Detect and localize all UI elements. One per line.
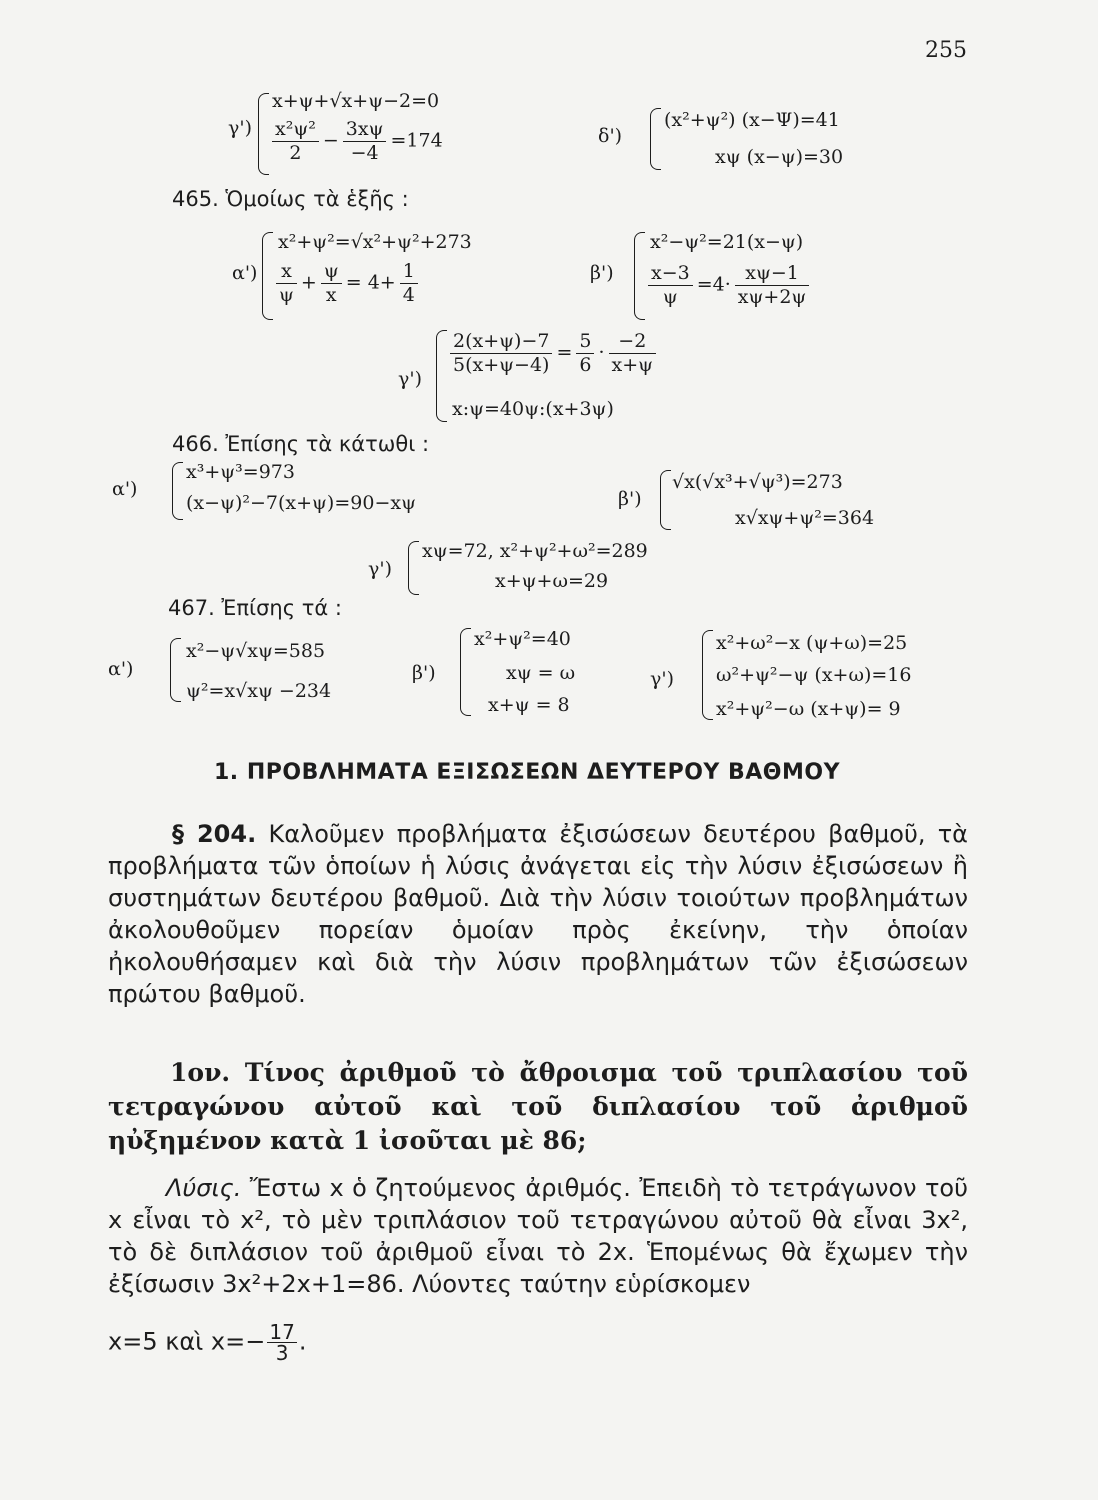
ex464-d-label: δ'): [598, 125, 623, 147]
section-text: Καλοῦμεν προβλήματα ἐξισώσεων δευτέρου βαθμοῦ, τὰ προβλήματα τῶν ὁποίων ἡ λύσις ἀνάγεται εἰς τὴν λύσιν ἐξισώσεων ἢ συστημάτων δευτέρου βαθμοῦ. Διὰ τὴν λύσιν τοιούτων προβλημάτων ἀκολουθοῦμεν πορείαν ὁμοίαν πρὸς ἐκείνην, τὴν ὁποίαν ἠκολουθήσαμεν καὶ διὰ τὴν λύσιν προβλημάτων τῶν ἐξισώσεων πρώτου βαθμοῦ.: [108, 820, 968, 1008]
ex466-a-label: α'): [112, 478, 138, 500]
fraction: $\frac{x\psi-1}{x\psi+2\psi}$: [735, 264, 810, 307]
fraction: $\frac{\text{x²ψ²}}{2}$: [272, 120, 319, 163]
fraction: $\frac{x-3}{\psi}$: [648, 264, 693, 307]
fraction: $\frac{-2}{x+\psi}$: [609, 332, 657, 375]
page-number: 255: [925, 38, 967, 63]
ex465-title: 465. Ὁμοίως τὰ ἑξῆς :: [172, 187, 409, 211]
section-number: § 204.: [172, 820, 257, 848]
fraction: $\frac{1}{4}$: [400, 262, 418, 305]
fraction: $\frac{17}{3}$: [269, 1320, 295, 1365]
ex465-b-label: β'): [590, 262, 614, 284]
brace: [660, 470, 671, 530]
ex467-g-eq2: ω²+ψ²−ψ (x+ω)=16: [716, 664, 912, 686]
brace: [408, 541, 419, 595]
ex467-title: 467. Ἐπίσης τά :: [168, 596, 342, 620]
section-heading: 1. ΠΡΟΒΛΗΜΑΤΑ ΕΞΙΣΩΣΕΩΝ ΔΕΥΤΕΡΟΥ ΒΑΘΜΟΥ: [214, 760, 841, 785]
solution-paragraph: [108, 1172, 968, 1300]
ex467-b-label: β'): [412, 662, 436, 684]
ex464-g-label: γ'): [228, 117, 252, 139]
brace: [460, 628, 471, 716]
ex466-b-label: β'): [618, 488, 642, 510]
solution-final: x=5 καὶ x=− $\frac{17}{3}$ .: [108, 1320, 307, 1365]
brace: [650, 108, 661, 170]
brace: [172, 462, 183, 520]
fraction: $\frac{\psi}{x}$: [321, 262, 342, 305]
ex465-b-eq1: x²−ψ²=21(x−ψ): [650, 231, 804, 253]
ex467-a-eq2: ψ²=x√xψ −234: [186, 680, 332, 702]
ex466-a-eq2: (x−ψ)²−7(x+ψ)=90−xψ: [186, 492, 416, 514]
fraction: $\frac{x}{\psi}$: [276, 262, 297, 305]
ex467-b-eq2: xψ = ω: [506, 662, 576, 684]
ex464-g-eq2: $\frac{\text{x²ψ²}}{2}$ − $\frac{3x\psi}{-4}$ =174: [268, 120, 443, 163]
fraction: $\frac{3x\psi}{-4}$: [343, 120, 387, 163]
ex467-a-label: α'): [108, 658, 134, 680]
ex464-d-eq2: xψ (x−ψ)=30: [715, 146, 844, 168]
ex467-g-eq3: x²+ψ²−ω (x+ψ)= 9: [716, 698, 901, 720]
ex465-g-eq1: $\frac{2(x+\psi)-7}{5(x+\psi-4)}$ = $\frac{5}{6}$ · $\frac{-2}{x+\psi}$: [446, 332, 660, 375]
problem-statement: 1ον. Τίνος ἀριθμοῦ τὸ ἄθροισμα τοῦ τριπλασίου τοῦ τετραγώνου αὐτοῦ καὶ τοῦ διπλασίου τοῦ ἀριθμοῦ ηὐξημένον κατὰ 1 ἰσοῦται μὲ 86;: [108, 1058, 968, 1155]
ex467-b-eq3: x+ψ = 8: [488, 694, 570, 716]
ex465-g-label: γ'): [398, 368, 422, 390]
ex467-g-label: γ'): [650, 668, 674, 690]
fraction: $\frac{5}{6}$: [576, 332, 594, 375]
ex467-a-eq1: x²−ψ√xψ=585: [186, 640, 326, 662]
ex464-g-eq1: x+ψ+√x+ψ−2=0: [272, 90, 440, 112]
ex467-g-eq1: x²+ω²−x (ψ+ω)=25: [716, 632, 908, 654]
ex466-g-eq1: xψ=72, x²+ψ²+ω²=289: [422, 540, 648, 562]
brace: [702, 630, 713, 720]
ex466-g-eq2: x+ψ+ω=29: [495, 570, 609, 592]
fraction: $\frac{2(x+\psi)-7}{5(x+\psi-4)}$: [450, 332, 552, 375]
ex466-g-label: γ'): [368, 558, 392, 580]
ex466-b-eq1: √x(√x³+√ψ³)=273: [672, 471, 843, 493]
solution-text: Ἔστω x ὁ ζητούμενος ἀριθμός. Ἐπειδὴ τὸ τετράγωνον τοῦ x εἶναι τὸ x², τὸ μὲν τριπλάσιον τοῦ τετραγώνου αὐτοῦ θὰ εἶναι 3x², τὸ δὲ διπλάσιον τοῦ ἀριθμοῦ εἶναι τὸ 2x. Ἑπομένως θὰ ἔχωμεν τὴν ἐξίσωσιν 3x²+2x+1=86. Λύοντες ταύτην εὑρίσκομεν: [108, 1174, 969, 1298]
ex465-a-eq2: $\frac{x}{\psi}$ + $\frac{\psi}{x}$ = 4+ $\frac{1}{4}$: [272, 262, 422, 305]
ex466-title: 466. Ἐπίσης τὰ κάτωθι :: [172, 432, 430, 456]
ex465-a-label: α'): [232, 262, 258, 284]
solution-label: Λύσις.: [166, 1174, 242, 1202]
ex466-a-eq1: x³+ψ³=973: [186, 461, 295, 483]
ex464-d-eq1: (x²+ψ²) (x−Ψ)=41: [664, 109, 840, 131]
ex467-b-eq1: x²+ψ²=40: [474, 628, 571, 650]
ex466-b-eq2: x√xψ+ψ²=364: [735, 507, 875, 529]
ex465-b-eq2: $\frac{x-3}{\psi}$ =4· $\frac{x\psi-1}{x\psi+2\psi}$: [644, 264, 813, 307]
brace: [170, 638, 181, 702]
ex465-a-eq1: x²+ψ²=√x²+ψ²+273: [278, 231, 472, 253]
ex465-g-eq2: x:ψ=40ψ:(x+3ψ): [452, 398, 614, 420]
section-paragraph: [108, 818, 968, 1010]
